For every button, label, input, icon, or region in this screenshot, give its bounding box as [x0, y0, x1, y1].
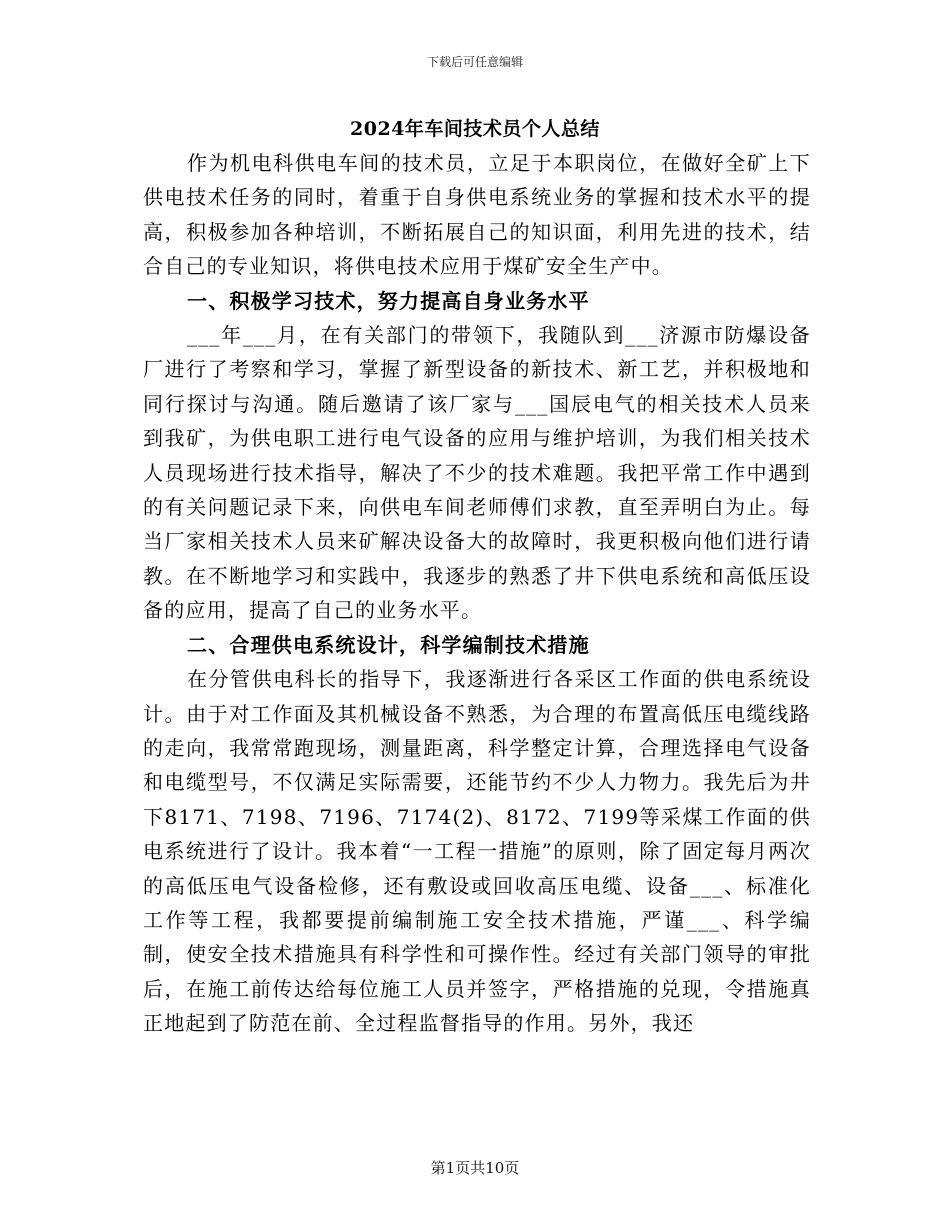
intro-paragraph: 作为机电科供电车间的技术员，立足于本职岗位，在做好全矿上下供电技术任务的同时，着重于自身供电系统业务的掌握和技术水平的提高，积极参加各种培训，不断拓展自己的知识面，利用先进的技术，结合自己的专业知识，将供电技术应用于煤矿安全生产中。 — [143, 151, 811, 279]
section-2-heading: 二、合理供电系统设计，科学编制技术措施 — [187, 632, 590, 657]
section-2-paragraph: 在分管供电科长的指导下，我逐渐进行各采区工作面的供电系统设计。由于对工作面及其机械设备不熟悉，为合理的布置高低压电缆线路的走向，我常常跑现场，测量距离，科学整定计算，合理选择电气设备和电缆型号，不仅满足实际需要，还能节约不少人力物力。我先后为井下8171、7198、7196、7174(2)、8172、7199等采煤工作面的供电系统进行了设计。我本着“一工程一措施”的原则，除了固定每月两次的高低压电气设备检修，还有敷设或回收高压电缆、设备___、标准化工作等工程，我都要提前编制施工安全技术措施，严谨___、科学编制，使安全技术措施具有科学性和可操作性。经过有关部门领导的审批后，在施工前传达给每位施工人员并签字，严格措施的兑现，令措施真正地起到了防范在前、全过程监督指导的作用。另外，我还 — [143, 667, 811, 1036]
section-1-heading: 一、积极学习技术，努力提高自身业务水平 — [187, 288, 590, 313]
header-note: 下载后可任意编辑 — [426, 55, 523, 69]
document-body — [143, 146, 811, 1041]
section-1-paragraph: ___年___月，在有关部门的带领下，我随队到___济源市防爆设备厂进行了考察和学习，掌握了新型设备的新技术、新工艺，并积极地和同行探讨与沟通。随后邀请了该厂家与___国辰电气的相关技术人员来到我矿，为供电职工进行电气设备的应用与维护培训，为我们相关技术人员现场进行技术指导，解决了不少的技术难题。我把平常工作中遇到的有关问题记录下来，向供电车间老师傅们求教，直至弄明白为止。每当厂家相关技术人员来矿解决设备大的故障时，我更积极向他们进行请教。在不断地学习和实践中，我逐步的熟悉了井下供电系统和高低压设备的应用，提高了自己的业务水平。 — [143, 323, 811, 623]
page-footer: 第1页共10页 — [430, 1159, 520, 1177]
page-title: 2024年车间技术员个人总结 — [350, 118, 600, 140]
